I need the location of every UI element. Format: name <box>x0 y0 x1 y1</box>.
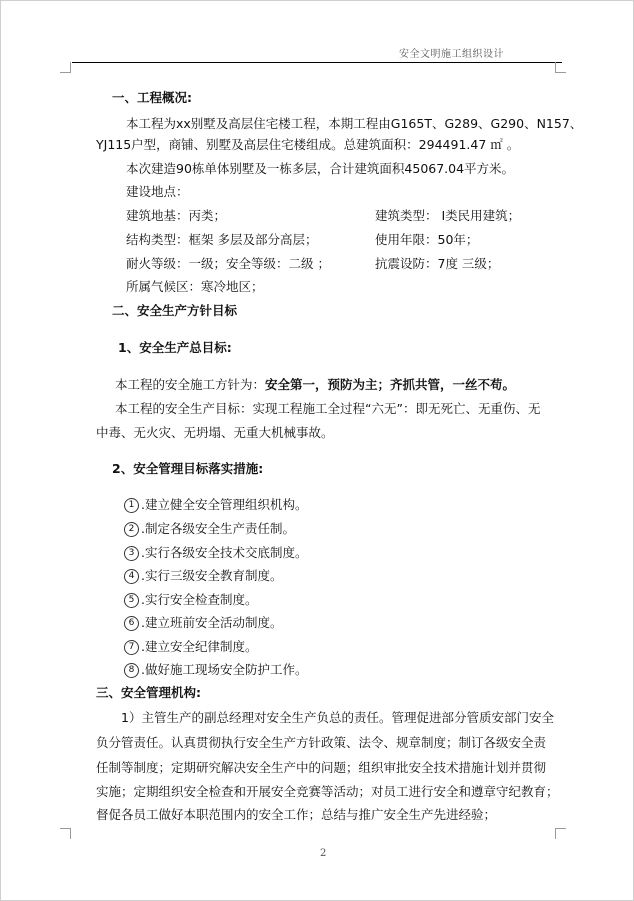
crop-mark-bottom-right <box>555 828 566 839</box>
overview-paragraph-line-1: 本工程为xx别墅及高层住宅楼工程，本期工程由G165T、G289、G290、N157、 <box>126 116 583 131</box>
header-rule <box>72 62 562 63</box>
list-item <box>124 662 307 678</box>
subsection-total-goal: 1、安全生产总目标: <box>118 340 232 355</box>
management-paragraph-line-3: 任制等制度；定期研究解决安全生产中的问题；组织审批安全技术措施计划并贯彻 <box>96 760 547 775</box>
structure-type: 结构类型：框架 多层及部分高层； <box>126 232 318 247</box>
safety-policy-text: 安全第一，预防为主；齐抓共管，一丝不苟。 <box>265 377 516 392</box>
section-2-heading: 二、安全生产方针目标 <box>112 303 238 318</box>
list-item-text: .实行各级安全技术交底制度。 <box>141 545 308 560</box>
circled-number: 3 <box>124 546 139 561</box>
circled-number: 4 <box>124 569 139 584</box>
list-item <box>124 521 295 537</box>
list-item-text: .做好施工现场安全防护工作。 <box>141 662 308 677</box>
list-item-text: .建立安全纪律制度。 <box>141 639 258 654</box>
safety-goal-line-1: 本工程的安全生产目标：实现工程施工全过程“六无”：即无死亡、无重伤、无 <box>115 401 541 416</box>
safety-policy-label: 本工程的安全施工方针为： <box>115 377 266 392</box>
list-item-text: .实行三级安全教育制度。 <box>141 568 283 583</box>
foundation-class: 建筑地基：丙类； <box>126 208 227 223</box>
crop-mark-bottom-left <box>60 828 71 839</box>
circled-number: 2 <box>124 522 139 537</box>
overview-paragraph-2: 本次建造90栋单体别墅及一栋多层，合计建筑面积45067.04平方米。 <box>126 161 515 176</box>
list-item <box>124 592 257 608</box>
management-paragraph-line-2: 负分管责任。认真贯彻执行安全生产方针政策、法令、规章制度；制订各级安全责 <box>96 735 547 750</box>
crop-mark-top-right <box>555 62 566 73</box>
list-item <box>124 568 282 584</box>
list-item <box>124 639 257 655</box>
section-3-heading: 三、安全管理机构: <box>96 685 201 700</box>
fire-and-safety-grade: 耐火等级：一级；安全等级：二级 ； <box>126 256 330 271</box>
circled-number: 6 <box>124 616 139 631</box>
circled-number: 8 <box>124 663 139 678</box>
list-item <box>124 545 307 561</box>
management-paragraph-line-1: 1）主管生产的副总经理对安全生产负总的责任。管理促进部分管质安部门安全 <box>121 710 554 725</box>
management-paragraph-line-4: 实施；定期组织安全检查和开展安全竞赛等活动；对员工进行安全和遵章守纪教育； <box>96 784 559 799</box>
list-item-text: .实行安全检查制度。 <box>141 592 258 607</box>
subsection-measures: 2、安全管理目标落实措施: <box>112 461 264 476</box>
circled-number: 5 <box>124 593 139 608</box>
section-1-heading: 一、工程概况: <box>112 90 192 105</box>
crop-mark-top-left <box>60 62 71 73</box>
running-header: 安全文明施工组织设计 <box>399 49 504 60</box>
list-item-text: .建立健全安全管理组织机构。 <box>141 497 308 512</box>
climate-zone: 所属气候区：寒冷地区； <box>126 279 264 294</box>
seismic-fortification: 抗震设防：7度 三级； <box>375 256 500 271</box>
circled-number: 1 <box>124 498 139 513</box>
list-item <box>124 497 307 513</box>
overview-paragraph-line-2: YJ115户型，商铺、别墅及高层住宅楼组成。总建筑面积：294491.47 ㎡ 。 <box>96 137 520 152</box>
list-item <box>124 615 282 631</box>
page-number: 2 <box>320 848 327 859</box>
list-item-text: .建立班前安全活动制度。 <box>141 615 283 630</box>
safety-policy <box>115 377 515 393</box>
construction-location: 建设地点： <box>126 184 189 199</box>
management-paragraph-line-5: 督促各员工做好本职范围内的安全工作；总结与推广安全生产先进经验； <box>96 807 497 822</box>
circled-number: 7 <box>124 640 139 655</box>
service-life: 使用年限：50年； <box>375 232 479 247</box>
list-item-text: .制定各级安全生产责任制。 <box>141 521 295 536</box>
building-type: 建筑类型： I类民用建筑； <box>375 208 521 223</box>
safety-goal-line-2: 中毒、无火灾、无坍塌、无重大机械事故。 <box>96 425 334 440</box>
